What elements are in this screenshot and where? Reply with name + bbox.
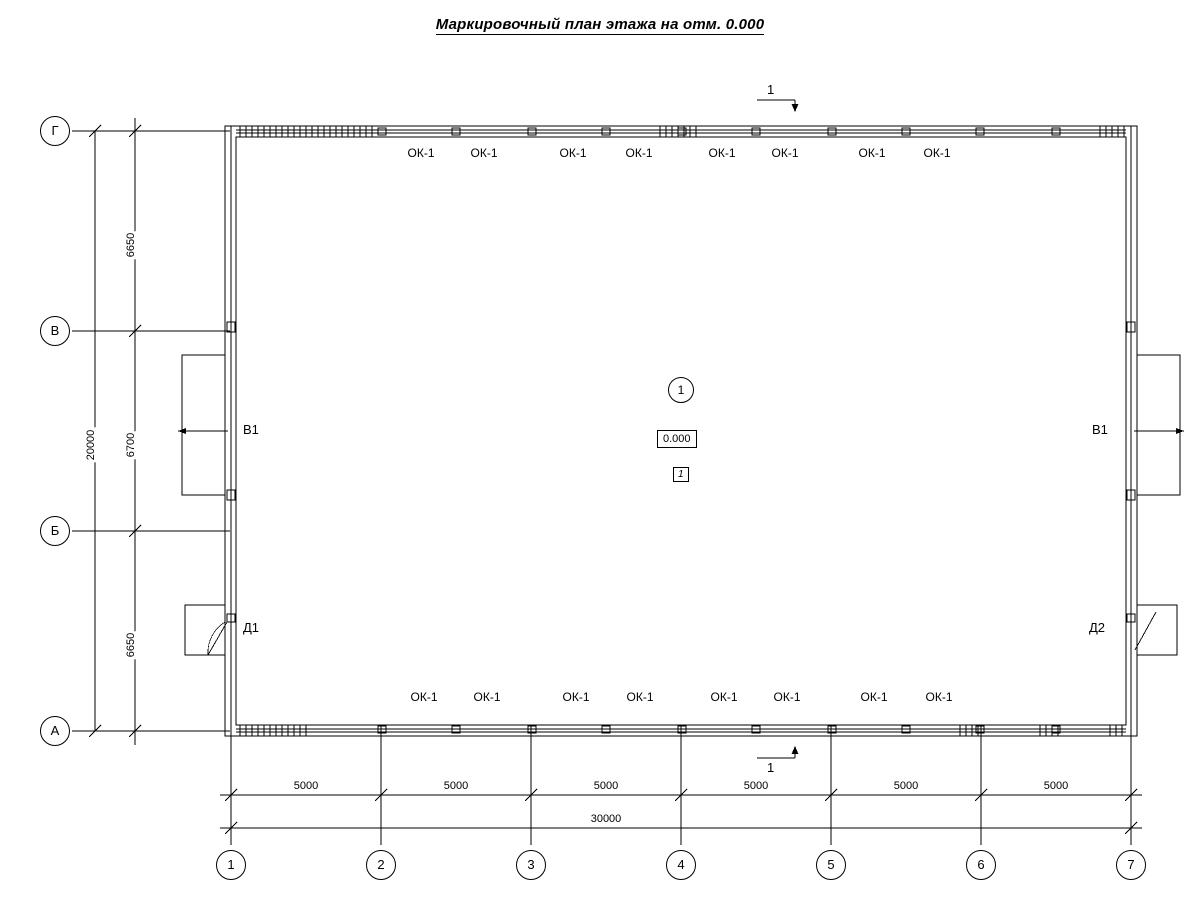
- window-label-bottom-3: ОК-1: [562, 690, 590, 704]
- window-label-bottom-6: ОК-1: [773, 690, 801, 704]
- window-label-top-2: ОК-1: [470, 146, 498, 160]
- window-label-bottom-8: ОК-1: [925, 690, 953, 704]
- dim-vertical-6650-bottom: 6650: [125, 632, 137, 658]
- axis-bubble-g[interactable]: Г: [40, 116, 70, 146]
- window-label-top-5: ОК-1: [708, 146, 736, 160]
- dim-horizontal-4-5: 5000: [743, 780, 769, 792]
- axis-bubble-2[interactable]: 2: [366, 850, 396, 880]
- axis-bubble-b[interactable]: Б: [40, 516, 70, 546]
- axis-bubble-1[interactable]: 1: [216, 850, 246, 880]
- axis-bubble-7[interactable]: 7: [1116, 850, 1146, 880]
- dim-horizontal-total: 30000: [590, 813, 622, 825]
- window-label-bottom-1: ОК-1: [410, 690, 438, 704]
- axis-bubble-v[interactable]: В: [40, 316, 70, 346]
- dim-horizontal-3-4: 5000: [593, 780, 619, 792]
- axis-bubble-5[interactable]: 5: [816, 850, 846, 880]
- door-label-left-d1: Д1: [243, 620, 260, 635]
- room-number-mark[interactable]: 1: [668, 377, 694, 403]
- window-label-bottom-4: ОК-1: [626, 690, 654, 704]
- dim-vertical-6650-top: 6650: [125, 232, 137, 258]
- dim-horizontal-1-2: 5000: [293, 780, 319, 792]
- section-mark-label-top: 1: [767, 82, 775, 97]
- window-label-top-3: ОК-1: [559, 146, 587, 160]
- window-label-top-8: ОК-1: [923, 146, 951, 160]
- window-label-bottom-5: ОК-1: [710, 690, 738, 704]
- gate-label-left-v1: В1: [243, 422, 259, 437]
- window-label-bottom-7: ОК-1: [860, 690, 888, 704]
- dim-vertical-total: 20000: [85, 429, 97, 461]
- dim-horizontal-2-3: 5000: [443, 780, 469, 792]
- floor-type-tag: 1: [673, 467, 689, 482]
- gate-label-right-v1: В1: [1092, 422, 1108, 437]
- window-label-top-4: ОК-1: [625, 146, 653, 160]
- axis-bubble-a[interactable]: А: [40, 716, 70, 746]
- door-label-right-d2: Д2: [1089, 620, 1106, 635]
- dim-vertical-6700: 6700: [125, 432, 137, 458]
- axis-bubble-6[interactable]: 6: [966, 850, 996, 880]
- window-label-bottom-2: ОК-1: [473, 690, 501, 704]
- window-label-top-6: ОК-1: [771, 146, 799, 160]
- window-label-top-1: ОК-1: [407, 146, 435, 160]
- drawing-title-text: Маркировочный план этажа на отм. 0.000: [435, 16, 765, 33]
- section-mark-label-bottom: 1: [767, 760, 775, 775]
- window-label-top-7: ОК-1: [858, 146, 886, 160]
- elevation-tag: 0.000: [657, 430, 697, 448]
- dim-horizontal-6-7: 5000: [1043, 780, 1069, 792]
- axis-bubble-4[interactable]: 4: [666, 850, 696, 880]
- dim-horizontal-5-6: 5000: [893, 780, 919, 792]
- axis-bubble-3[interactable]: 3: [516, 850, 546, 880]
